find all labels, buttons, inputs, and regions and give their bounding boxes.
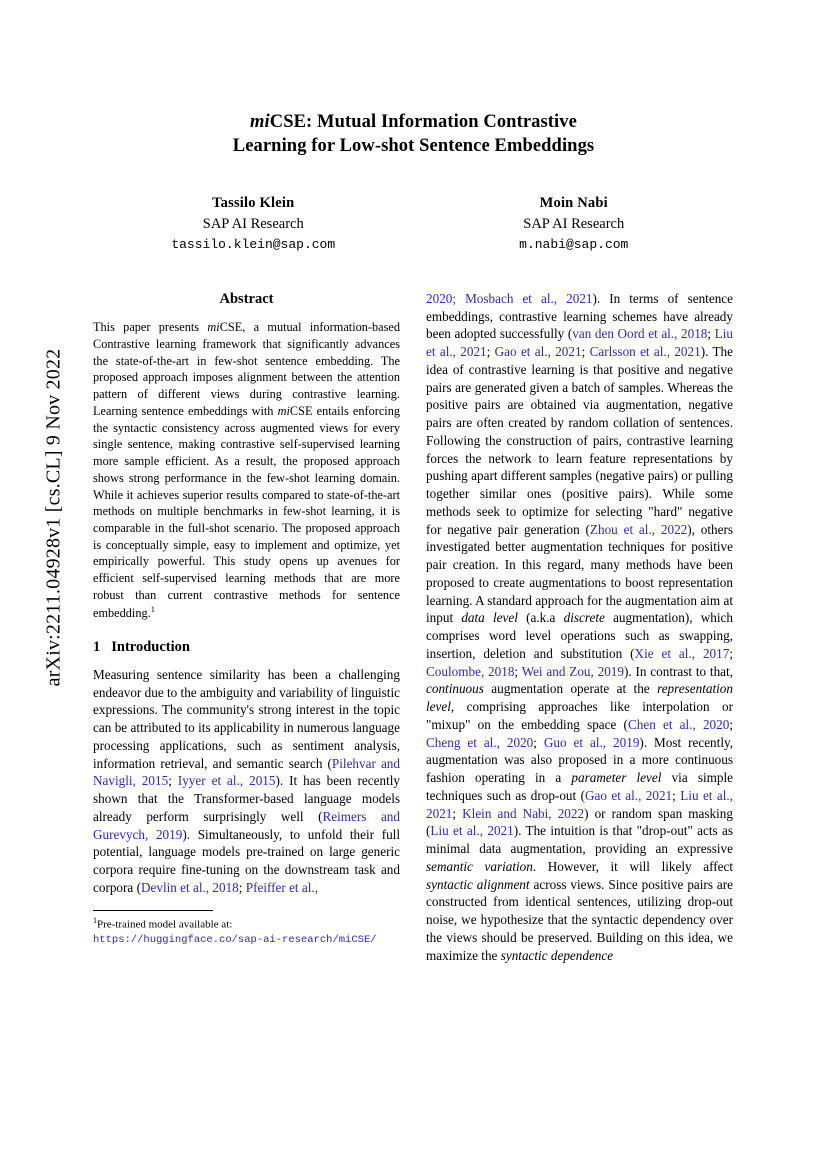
- arxiv-stamp: arXiv:2211.04928v1 [cs.CL] 9 Nov 2022: [42, 348, 65, 687]
- title-line1: CSE: Mutual Information Contrastive: [269, 112, 577, 132]
- section-title: Introduction: [111, 639, 190, 656]
- footnote-divider: [93, 910, 213, 911]
- intro-paragraph: Measuring sentence similarity has been a challenging endeavor due to the ambiguity and variability of linguistic expressions. The community's strong interest in the topic can be attributed to its applicability in numerous language processing applications, such as sentiment analysis, information retrieval, and semantic search (Pilehvar and Navigli, 2015; Iyyer et al., 2015). It has been recently shown that the Transformer-based language models already perform surprisingly well (Reimers and Gurevych, 2019). Simultaneously, to unfold their full potential, language models pre-trained on large generic corpora require fine-tuning on the downstream task and corpora (Devlin et al., 2018; Pfeiffer et al.,: [93, 666, 401, 895]
- author-affiliation: SAP AI Research: [202, 215, 304, 232]
- abstract-heading: Abstract: [219, 290, 274, 307]
- author-2: [414, 195, 735, 252]
- author-name: Tassilo Klein: [212, 194, 295, 211]
- author-name: Moin Nabi: [539, 194, 608, 211]
- abstract-text: This paper presents miCSE, a mutual information-based Contrastive learning framework that significantly advances the state-of-the-art in few-shot sentence embedding. The proposed approach imposes alignment between the attention pattern of different views during contrastive learning. Learning sentence embeddings with miCSE entails enforcing the syntactic consistency across augmented views for every single sentence, making contrastive self-supervised learning more sample efficient. As a result, the proposed approach shows strong performance in the few-shot learning domain. While it achieves superior results compared to state-of-the-art methods on multiple benchmarks in few-shot learning, it is comparable in the full-shot scenario. The proposed approach is conceptually simple, easy to implement and optimize, yet empirically powerful. This study opens up avenues for efficient self-supervised learning methods that are more robust than current contrastive methods for sentence embedding.$^1$: [93, 320, 401, 620]
- footnote-marker: 1: [93, 915, 97, 925]
- author-affiliation: SAP AI Research: [523, 215, 625, 232]
- footnote-link[interactable]: https://huggingface.co/sap-ai-research/miCSE/: [93, 934, 377, 947]
- title-mi-prefix: mi: [250, 112, 270, 132]
- author-1: [93, 195, 414, 252]
- footnote-text: Pre-trained model available at:: [97, 918, 233, 931]
- footnote: [93, 916, 400, 948]
- section-heading-introduction: [93, 638, 400, 658]
- page-title: [93, 110, 734, 159]
- right-column-paragraph: 2020; Mosbach et al., 2021). In terms of sentence embeddings, contrastive learning schemes have already been adopted successfully (van den Oord et al., 2018; Liu et al., 2021; Gao et al., 2021; Carlsson et al., 2021). The idea of contrastive learning is that positive and negative pairs are generated given a batch of samples. Whereas the positive pairs are obtained via augmentation, negative pairs are often created by random collation of sentences. Following the construction of pairs, contrastive learning forces the network to learn feature representations by pushing apart different samples (negative pairs) or pulling together similar ones (positive pairs). While some methods seek to optimize for selecting "hard" negative for negative pair generation (Zhou et al., 2022), others investigated better augmentation techniques for positive pair creation. In this regard, many methods have been proposed to create augmentations to boost representation learning. A standard approach for the augmentation aim at input data level (a.k.a discrete augmentation), which comprises word level operations such as swapping, insertion, deletion and substitution (Xie et al., 2017; Coulombe, 2018; Wei and Zou, 2019). In contrast to that, continuous augmentation operate at the representation level, comprising approaches like interpolation or "mixup" on the embedding space (Chen et al., 2020; Cheng et al., 2020; Guo et al., 2019). Most recently, augmentation was also proposed in a more continuous fashion operating in a parameter level via simple techniques such as drop-out (Gao et al., 2021; Liu et al., 2021; Klein and Nabi, 2022) or random span masking (Liu et al., 2021). The intuition is that "drop-out" acts as minimal data augmentation, providing an expressive semantic variation. However, it will likely affect syntactic alignment across views. Since positive pairs are constructed from identical sentences, utilizing drop-out noise, we hypothesize that the syntactic dependency over the views should be preserved. Building on this idea, we maximize the syntactic dependence: [426, 290, 734, 963]
- author-email: tassilo.klein@sap.com: [171, 236, 336, 252]
- author-email: m.nabi@sap.com: [519, 236, 629, 252]
- title-line2: Learning for Low-shot Sentence Embeddings: [232, 136, 595, 157]
- left-column: [93, 290, 400, 965]
- body-columns: [93, 290, 734, 965]
- paper-page: [93, 78, 734, 1088]
- right-column: [426, 290, 733, 965]
- author-block: [93, 195, 734, 252]
- section-number: 1: [93, 639, 101, 656]
